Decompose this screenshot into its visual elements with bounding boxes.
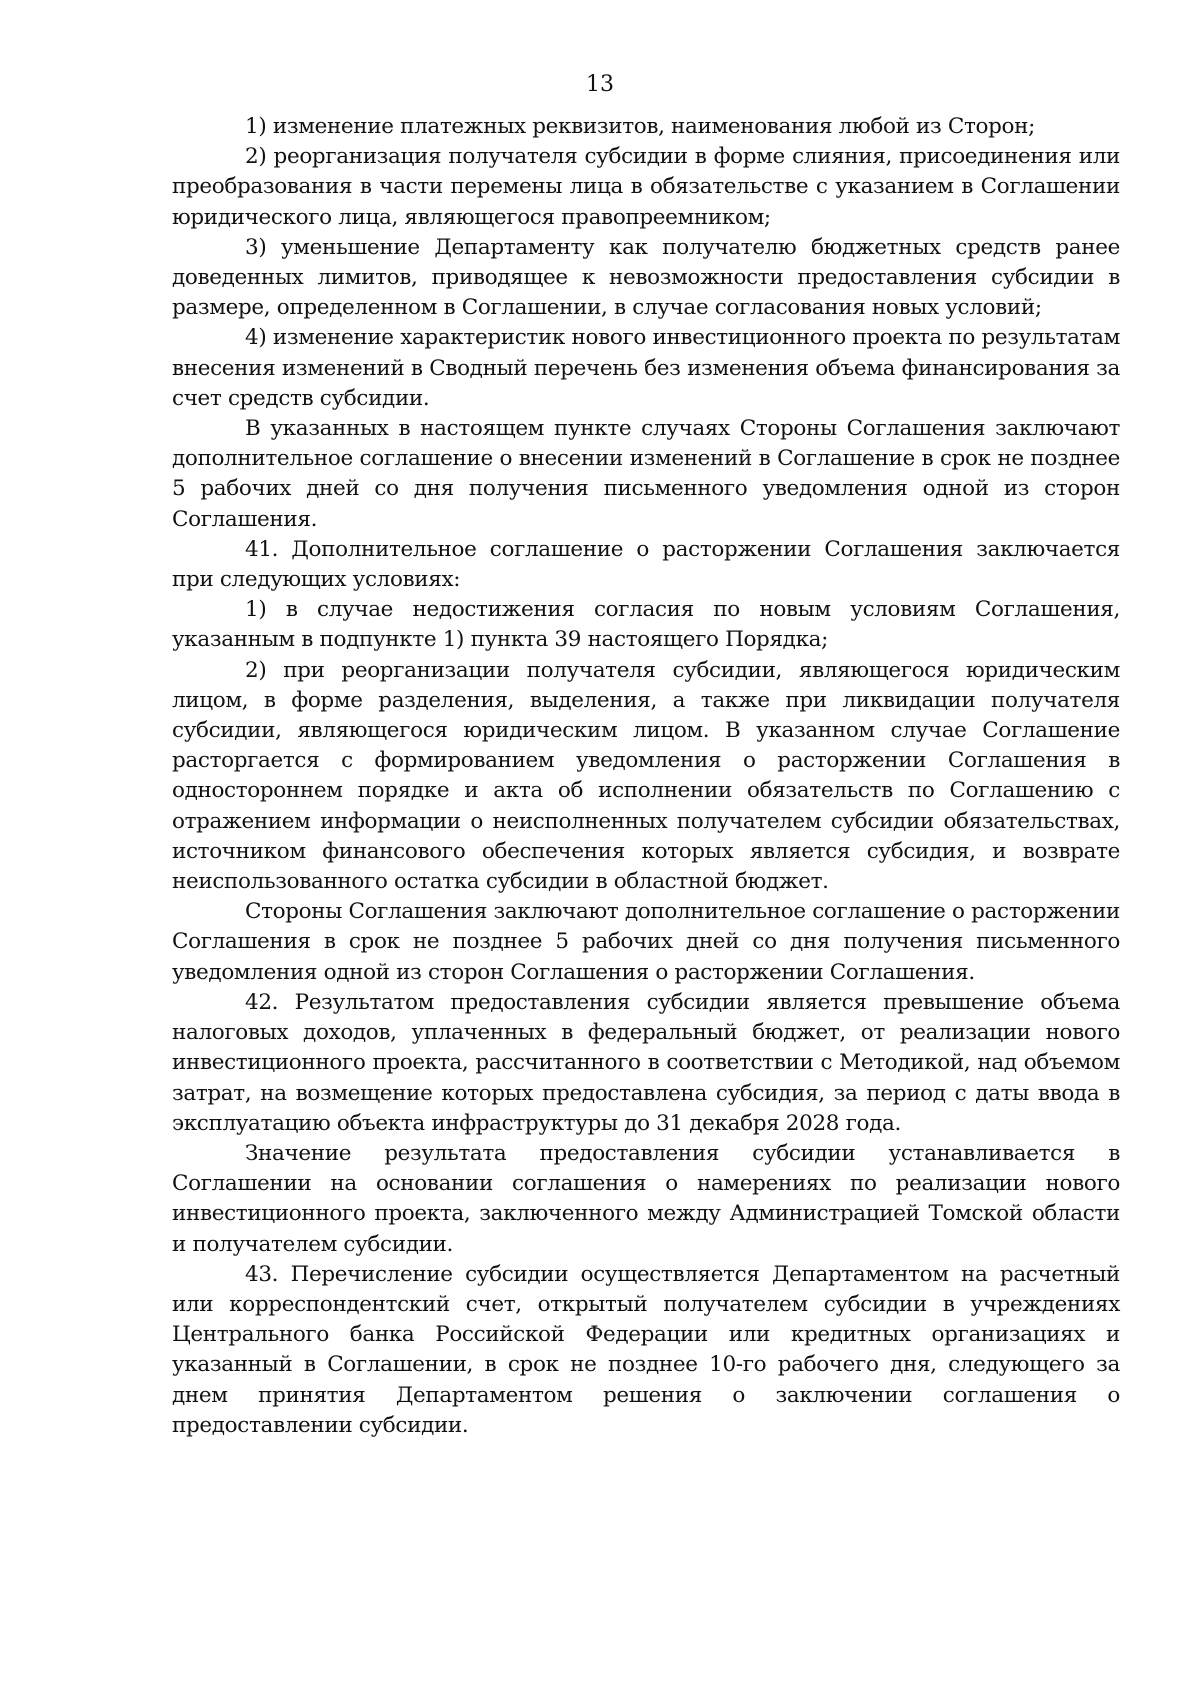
document-body [172,112,1120,1441]
paragraph-item-1: 1) изменение платежных реквизитов, наименования любой из Сторон; [245,114,1035,139]
paragraph-amendment-terms: В указанных в настоящем пункте случаях Стороны Соглашения заключают дополнительное соглашение о внесении изменений в Соглашение в срок не позднее 5 рабочих дней со дня получения письменного уведомления одной из сторон Соглашения. [172,416,1120,532]
paragraph-42: 42. Результатом предоставления субсидии является превышение объема налоговых доходов, уплаченных в федеральный бюджет, от реализации нового инвестиционного проекта, рассчитанного в соответствии с Методикой, над объемом затрат, на возмещение которых предоставлена субсидия, за период с даты ввода в эксплуатацию объекта инфраструктуры до 31 декабря 2028 года. [172,989,1120,1136]
paragraph-41: 41. Дополнительное соглашение о расторжении Соглашения заключается при следующих условиях: [172,536,1120,593]
paragraph-item-2: 2) реорганизация получателя субсидии в форме слияния, присоединения или преобразования в части перемены лица в обязательстве с указанием в Соглашении юридического лица, являющегося правопреемником; [172,144,1120,230]
paragraph-item-3: 3) уменьшение Департаменту как получателю бюджетных средств ранее доведенных лимитов, приводящее к невозможности предоставления субсидии в размере, определенном в Соглашении, в случае согласования новых условий; [172,234,1120,321]
page-number: 13 [586,72,614,97]
paragraph-termination-terms: Стороны Соглашения заключают дополнительное соглашение о расторжении Соглашения в срок не позднее 5 рабочих дней со дня получения письменного уведомления одной из сторон Соглашения о расторжении Соглашения. [172,899,1120,985]
paragraph-43: 43. Перечисление субсидии осуществляется Департаментом на расчетный или корреспондентский счет, открытый получателем субсидии в учреждениях Центрального банка Российской Федерации или кредитных организациях и указанный в Соглашении, в срок не позднее 10-го рабочего дня, следующего за днем принятия Департаментом решения о заключении соглашения о предоставлении субсидии. [172,1261,1120,1438]
paragraph-item-4: 4) изменение характеристик нового инвестиционного проекта по результатам внесения изменений в Сводный перечень без изменения объема финансирования за счет средств субсидии. [172,325,1120,411]
paragraph-41-item-2: 2) при реорганизации получателя субсидии, являющегося юридическим лицом, в форме разделения, выделения, а также при ликвидации получателя субсидии, являющегося юридическим лицом. В указанном случае Соглашение расторгается с формированием уведомления о расторжении Соглашения в одностороннем порядке и акта об исполнении обязательств по Соглашению с отражением информации о неисполненных получателем субсидии обязательствах, источником финансового обеспечения которых является субсидия, и возврате неиспользованного остатка субсидии в областной бюджет. [172,657,1120,895]
paragraph-result-value: Значение результата предоставления субсидии устанавливается в Соглашении на основании соглашения о намерениях по реализации нового инвестиционного проекта, заключенного между Администрацией Томской области и получателем субсидии. [172,1140,1120,1257]
paragraph-41-item-1: 1) в случае недостижения согласия по новым условиям Соглашения, указанным в подпункте 1) пункта 39 настоящего Порядка; [172,597,1120,653]
